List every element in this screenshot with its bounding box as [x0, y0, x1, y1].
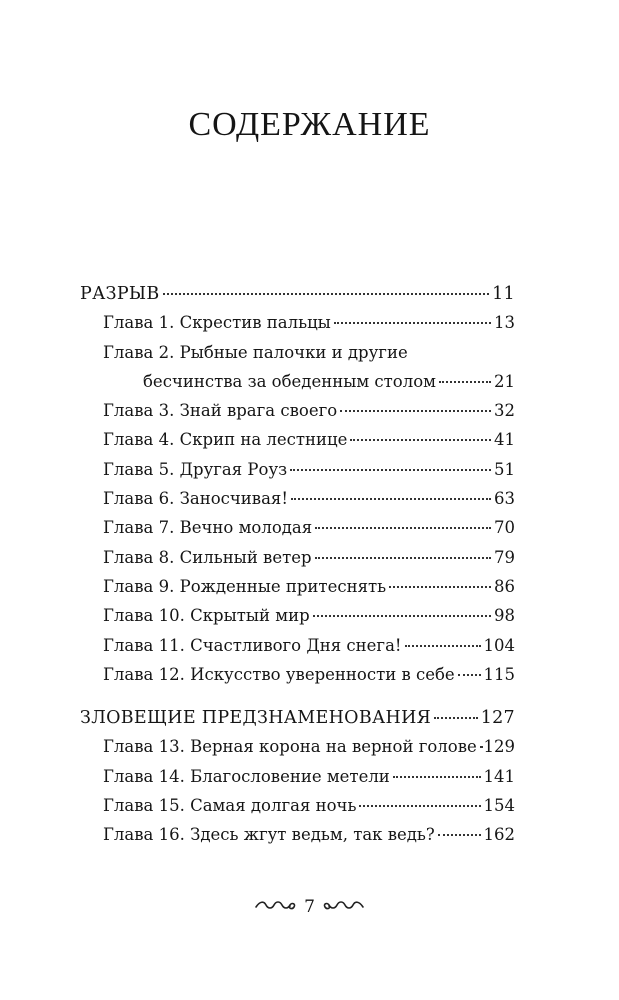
toc-chapter-row[interactable]: [80, 430, 515, 459]
part-title: РАЗРЫВ: [80, 284, 160, 304]
page-number: 115: [483, 664, 515, 684]
chapter-title: Глава 15. Самая долгая ночь: [103, 795, 357, 815]
page-title: СОДЕРЖАНИЕ: [188, 106, 431, 143]
page-number: 63: [494, 489, 515, 509]
chapter-title: Глава 10. Скрытый мир: [103, 606, 310, 626]
dot-leader: [438, 833, 481, 836]
dot-leader: [458, 673, 481, 676]
toc-chapter-row[interactable]: [80, 548, 515, 577]
chapter-title: Глава 14. Благословение метели: [103, 766, 390, 786]
toc-section-1: [80, 284, 515, 694]
dot-leader: [350, 438, 491, 441]
part-title: ЗЛОВЕЩИЕ ПРЕДЗНАМЕНОВАНИЯ: [80, 708, 432, 728]
page-footer: [0, 897, 619, 917]
chapter-title: Глава 5. Другая Роуз: [103, 459, 288, 479]
toc-chapter-row[interactable]: [80, 796, 515, 825]
page-number: 104: [483, 635, 515, 655]
page-number: 162: [483, 825, 515, 845]
toc-chapter-row[interactable]: [80, 518, 515, 547]
dot-leader: [480, 745, 481, 748]
dot-leader: [393, 775, 481, 778]
chapter-title: Глава 3. Знай врага своего: [103, 401, 338, 421]
toc-chapter-row[interactable]: [80, 489, 515, 518]
page-number: 154: [483, 795, 515, 815]
chapter-title: Глава 12. Искусство уверенности в себе: [103, 664, 455, 684]
chapter-title: Глава 1. Скрестив пальцы: [103, 313, 331, 333]
dot-leader: [359, 804, 480, 807]
page-number: 79: [494, 547, 515, 567]
dot-leader: [315, 526, 491, 529]
dot-leader: [291, 497, 491, 500]
page-number: 32: [494, 401, 515, 421]
dot-leader: [315, 556, 491, 559]
left-flourish-icon: [254, 900, 298, 914]
dot-leader: [313, 614, 491, 617]
page-number: 86: [494, 576, 515, 596]
toc-chapter-row[interactable]: [80, 401, 515, 430]
toc-chapter-row[interactable]: [80, 313, 515, 342]
page-number: 11: [492, 284, 515, 304]
right-flourish-icon: [321, 900, 365, 914]
chapter-title-continuation: бесчинства за обеденным столом: [143, 371, 436, 391]
chapter-title: Глава 7. Вечно молодая: [103, 518, 313, 538]
dot-leader: [439, 380, 491, 383]
dot-leader: [163, 292, 490, 295]
toc-chapter-row[interactable]: [80, 577, 515, 606]
dot-leader: [389, 585, 491, 588]
toc-chapter-continuation-row[interactable]: [80, 372, 515, 401]
page-number-footer: 7: [304, 897, 315, 917]
dot-leader: [290, 468, 491, 471]
dot-leader: [434, 716, 478, 719]
toc-chapter-row[interactable]: [80, 665, 515, 694]
page-number: 41: [494, 430, 515, 450]
chapter-title: Глава 13. Верная корона на верной голове: [103, 737, 477, 757]
chapter-title: Глава 8. Сильный ветер: [103, 547, 312, 567]
page-number: 141: [483, 766, 515, 786]
chapter-title: Глава 6. Заносчивая!: [103, 489, 288, 509]
toc-chapter-row[interactable]: [80, 606, 515, 635]
dot-leader: [340, 409, 491, 412]
toc-chapter-row[interactable]: [80, 767, 515, 796]
chapter-title: Глава 9. Рожденные притеснять: [103, 576, 387, 596]
chapter-title: Глава 2. Рыбные палочки и другие: [103, 342, 408, 362]
toc-section-2: [80, 708, 515, 854]
toc-chapter-row[interactable]: [80, 460, 515, 489]
chapter-title: Глава 11. Счастливого Дня снега!: [103, 635, 402, 655]
page-number: 129: [483, 737, 515, 757]
page-number: 98: [494, 606, 515, 626]
toc-part-row[interactable]: [80, 284, 515, 313]
chapter-title: Глава 16. Здесь жгут ведьм, так ведь?: [103, 825, 435, 845]
dot-leader: [405, 644, 481, 647]
chapter-title: Глава 4. Скрип на лестнице: [103, 430, 348, 450]
toc-chapter-row[interactable]: [80, 825, 515, 854]
page-number: 70: [494, 518, 515, 538]
page-number: 21: [494, 371, 515, 391]
toc-chapter-row[interactable]: [80, 636, 515, 665]
page-number: 51: [494, 459, 515, 479]
dot-leader: [334, 321, 491, 324]
toc-part-row[interactable]: [80, 708, 515, 737]
page-number: 127: [480, 708, 515, 728]
toc-chapter-row[interactable]: [80, 737, 515, 766]
page-number: 13: [494, 313, 515, 333]
toc-chapter-row[interactable]: [80, 343, 515, 372]
